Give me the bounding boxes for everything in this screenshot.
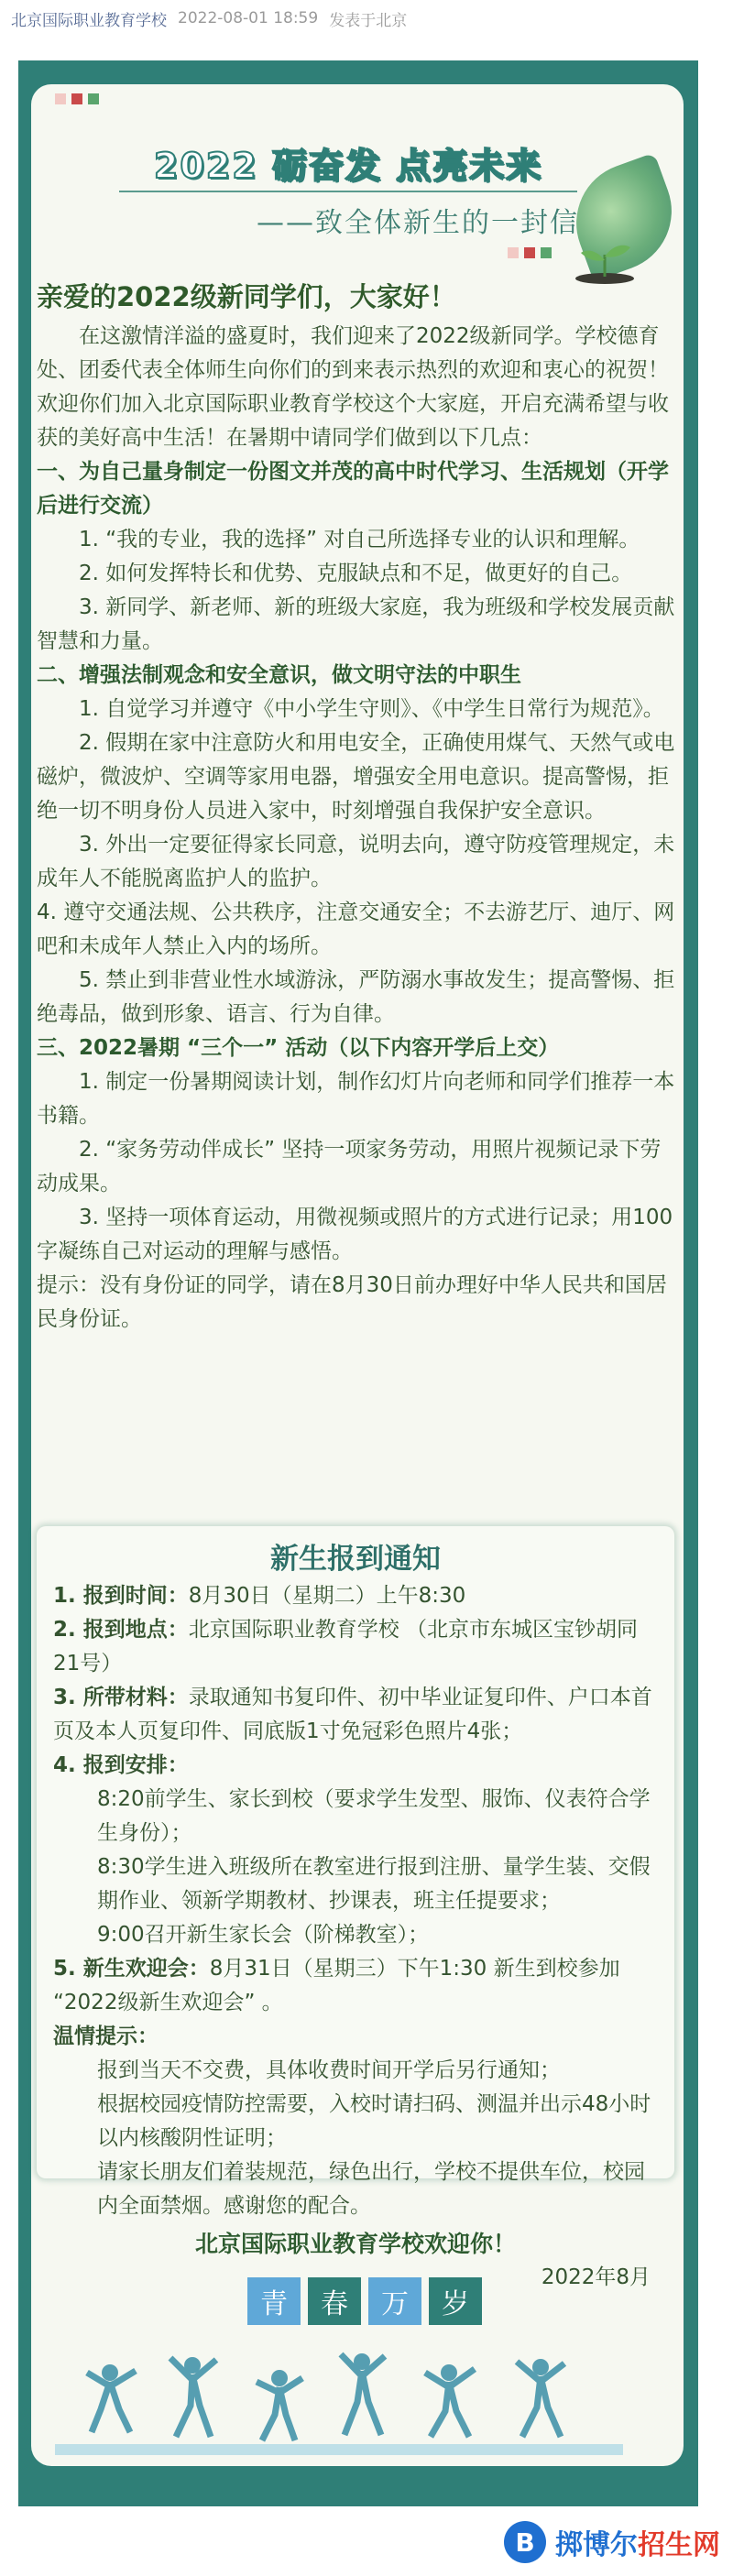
watermark-text-b: 招生网 [638, 2529, 720, 2561]
publish-location: 发表于北京 [329, 11, 408, 30]
notice-date: 2022年8月 [541, 2265, 651, 2289]
notice-materials [53, 1681, 658, 1749]
notice-title: 新生报到通知 [270, 1543, 441, 1576]
notice-place [53, 1613, 658, 1681]
list-item: 1. 制定一份暑期阅读计划，制作幻灯片向老师和同学们推荐一本书籍。 [37, 1070, 675, 1128]
poster-subtitle: ——致全体新生的一封信 [257, 207, 579, 239]
title-divider [119, 191, 577, 192]
slogan-char: 岁 [429, 2277, 482, 2325]
sprout-icon [568, 229, 641, 284]
jumping-crowd-illustration [55, 2345, 623, 2455]
list-item: 3. 新同学、新老师、新的班级大家庭，我为班级和学校发展贡献智慧和力量。 [37, 595, 675, 653]
welcome-label: 5. 新生欢迎会： [53, 1957, 210, 1981]
publish-date: 2022-08-01 18:59 [178, 9, 319, 27]
warm-item: 根据校园疫情防控需要，入校时请扫码、测温并出示48小时以内核酸阴性证明； [97, 2092, 651, 2150]
poster-title: 2022 砺奋发 点亮未来 [153, 146, 543, 186]
arrange-item: 8:20前学生、家长到校（要求学生发型、服饰、仪表符合学生身份）； [97, 1787, 651, 1845]
list-item: 1. “我的专业，我的选择” 对自己所选择专业的认识和理解。 [79, 528, 640, 551]
arrange-item: 9:00召开新生家长会（阶梯教室）； [97, 1923, 430, 1947]
slogan-char: 万 [368, 2277, 421, 2325]
list-item: 5. 禁止到非营业性水域游泳，严防溺水事故发生；提高警惕、拒绝毒品，做到形象、语言、行为自律。 [37, 968, 675, 1026]
list-item: 4. 遵守交通法规、公共秩序，注意交通安全；不去游艺厅、迪厅、网吧和未成年人禁止入内的场所。 [37, 901, 675, 958]
notice-welcome [53, 1952, 658, 2020]
watermark-text-a: 掷博尔 [555, 2529, 638, 2561]
section-heading: 二、增强法制观念和安全意识，做文明守法的中职生 [37, 663, 521, 687]
section-heading: 一、为自己量身制定一份图文并茂的高中时代学习、生活规划（开学后进行交流） [37, 460, 669, 518]
place-label: 2. 报到地点： [53, 1618, 189, 1642]
arrange-label: 4. 报到安排： [53, 1753, 189, 1777]
notice-body [53, 1579, 658, 2295]
letter-intro: 在这激情洋溢的盛夏时，我们迎来了2022级新同学。学校德育处、团委代表全体师生向你们的到来表示热烈的欢迎和衷心的祝贺！欢迎你们加入北京国际职业教育学校这个大家庭，开启充满希望与收获的美好高中生活！在暑期中请同学们做到以下几点： [37, 324, 669, 450]
warm-item: 报到当天不交费，具体收费时间开学后另行通知； [97, 2058, 561, 2082]
materials-value: 录取通知书复印件、初中毕业证复印件、户口本首页及本人页复印件、同底版1寸免冠彩色照片4张； [53, 1686, 652, 1743]
letter-greeting: 亲爱的2022级新同学们，大家好！ [37, 281, 456, 312]
article-meta [11, 7, 407, 29]
notice-time [53, 1579, 658, 1613]
list-item: 3. 坚持一项体育运动，用微视频或照片的方式进行记录；用100字凝练自己对运动的理解与感悟。 [37, 1206, 673, 1263]
section-heading: 三、2022暑期 “三个一” 活动（以下内容开学后上交） [37, 1036, 560, 1060]
warm-item: 请家长朋友们着装规范，绿色出行，学校不提供车位，校园内全面禁烟。感谢您的配合。 [97, 2160, 645, 2218]
site-watermark [504, 2521, 720, 2563]
registration-notice [37, 1526, 674, 2289]
poster-title-area [37, 101, 605, 284]
notice-closing: 北京国际职业教育学校欢迎你！ [194, 2231, 516, 2257]
arrange-item: 8:30学生进入班级所在教室进行报到注册、量学生装、交假期作业、领新学期教材、抄课表，班主任提要求； [97, 1855, 651, 1913]
watermark-logo-icon: B [504, 2521, 546, 2563]
letter-tip: 提示：没有身份证的同学，请在8月30日前办理好中华人民共和国居民身份证。 [37, 1273, 667, 1331]
warm-label: 温情提示： [53, 2025, 159, 2048]
slogan-char: 春 [308, 2277, 361, 2325]
time-label: 1. 报到时间： [53, 1584, 189, 1608]
author-link[interactable]: 北京国际职业教育学校 [11, 11, 167, 30]
welcome-value: 8月31日（星期三）下午1:30 新生到校参加 “2022级新生欢迎会” 。 [53, 1957, 620, 2014]
letter-body [37, 280, 682, 1337]
slogan-banner [247, 2277, 482, 2325]
slogan-char: 青 [247, 2277, 301, 2325]
place-value: 北京国际职业教育学校 （北京市东城区宝钞胡同21号） [53, 1618, 639, 1675]
list-item: 1. 自觉学习并遵守《中小学生守则》、《中学生日常行为规范》。 [79, 697, 664, 721]
time-value: 8月30日（星期二）上午8:30 [188, 1584, 466, 1608]
list-item: 2. 假期在家中注意防火和用电安全，正确使用煤气、天然气或电磁炉，微波炉、空调等家用电器，增强安全用电意识。提高警惕，拒绝一切不明身份人员进入家中，时刻增强自我保护安全意识。 [37, 731, 675, 823]
materials-label: 3. 所带材料： [53, 1686, 189, 1709]
list-item: 3. 外出一定要征得家长同意，说明去向，遵守防疫管理规定，未成年人不能脱离监护人的监护。 [37, 833, 675, 890]
list-item: 2. 如何发挥特长和优势、克服缺点和不足，做更好的自己。 [79, 562, 633, 585]
list-item: 2. “家务劳动伴成长” 坚持一项家务劳动，用照片视频记录下劳动成果。 [37, 1138, 662, 1195]
